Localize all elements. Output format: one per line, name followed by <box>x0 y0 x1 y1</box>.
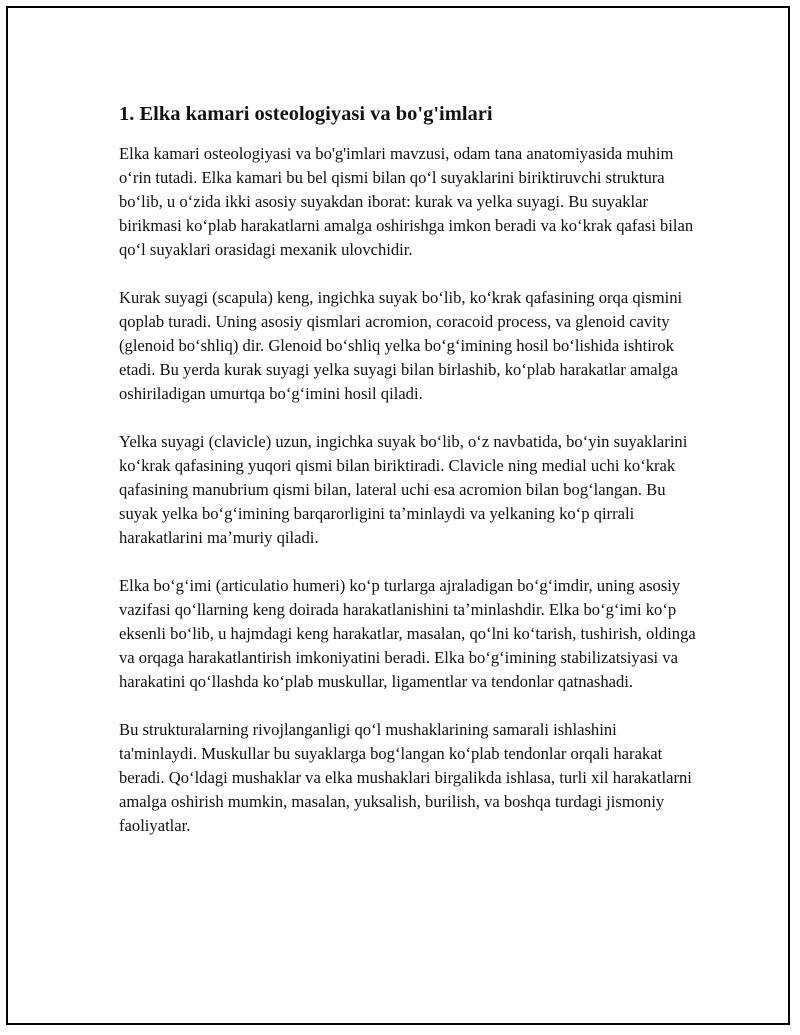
paragraph-clavicle: Yelka suyagi (clavicle) uzun, ingichka suyak boʻlib, oʻz navbatida, boʻyin suyaklarini koʻkrak qafasining yuqori qismi bilan biriktiradi. Clavicle ning medial uchi koʻkrak qafasining manubrium qismi bilan, lateral uchi esa acromion bilan bogʻlangan. Bu suyak yelka boʻgʻimining barqarorligini taʼminlaydi va yelkaning koʻp qirrali harakatlarini maʼmuriy qiladi. <box>119 432 688 547</box>
section-heading: 1. Elka kamari osteologiyasi va bo'g'imlari <box>119 103 493 125</box>
paragraph-shoulder-joint: Elka boʻgʻimi (articulatio humeri) koʻp turlarga ajraladigan boʻgʻimdir, uning asosiy vazifasi qoʻllarning keng doirada harakatlanishini taʼminlashdir. Elka boʻgʻimi koʻp eksenli boʻlib, u hajmdagi keng harakatlar, masalan, qoʻlni koʻtarish, tushirish, oldinga va orqaga harakatlantirish imkoniyatini beradi. Elka boʻgʻimining stabilizatsiyasi va harakatini qoʻllashda koʻplab muskullar, ligamentlar va tendonlar qatnashadi. <box>119 576 696 691</box>
paragraph-muscles: Bu strukturalarning rivojlanganligi qoʻl mushaklarining samarali ishlashini ta'minlaydi. Muskullar bu suyaklarga bogʻlangan koʻplab tendonlar orqali harakat beradi. Qoʻldagi mushaklar va elka mushaklari birgalikda ishlasa, turli xil harakatlarni amalga oshirish mumkin, masalan, yuksalish, burilish, va boshqa turdagi jismoniy faoliyatlar. <box>119 720 692 835</box>
document-body <box>119 100 697 862</box>
page-frame <box>6 6 790 1025</box>
paragraph-intro: Elka kamari osteologiyasi va bo'g'imlari mavzusi, odam tana anatomiyasida muhim oʻrin tutadi. Elka kamari bu bel qismi bilan qoʻl suyaklarini biriktiruvchi struktura boʻlib, u oʻzida ikki asosiy suyakdan iborat: kurak va yelka suyagi. Bu suyaklar birikmasi koʻplab harakatlarni amalga oshirishga imkon beradi va koʻkrak qafasi bilan qoʻl suyaklari orasidagi mexanik ulovchidir. <box>119 144 694 259</box>
paragraph-scapula: Kurak suyagi (scapula) keng, ingichka suyak boʻlib, koʻkrak qafasining orqa qismini qoplab turadi. Uning asosiy qismlari acromion, coracoid process, va glenoid cavity (glenoid boʻshliq) dir. Glenoid boʻshliq yelka boʻgʻimining hosil boʻlishida ishtirok etadi. Bu yerda kurak suyagi yelka suyagi bilan birlashib, koʻplab harakatlar amalga oshiriladigan umurtqa boʻgʻimini hosil qiladi. <box>119 288 683 403</box>
